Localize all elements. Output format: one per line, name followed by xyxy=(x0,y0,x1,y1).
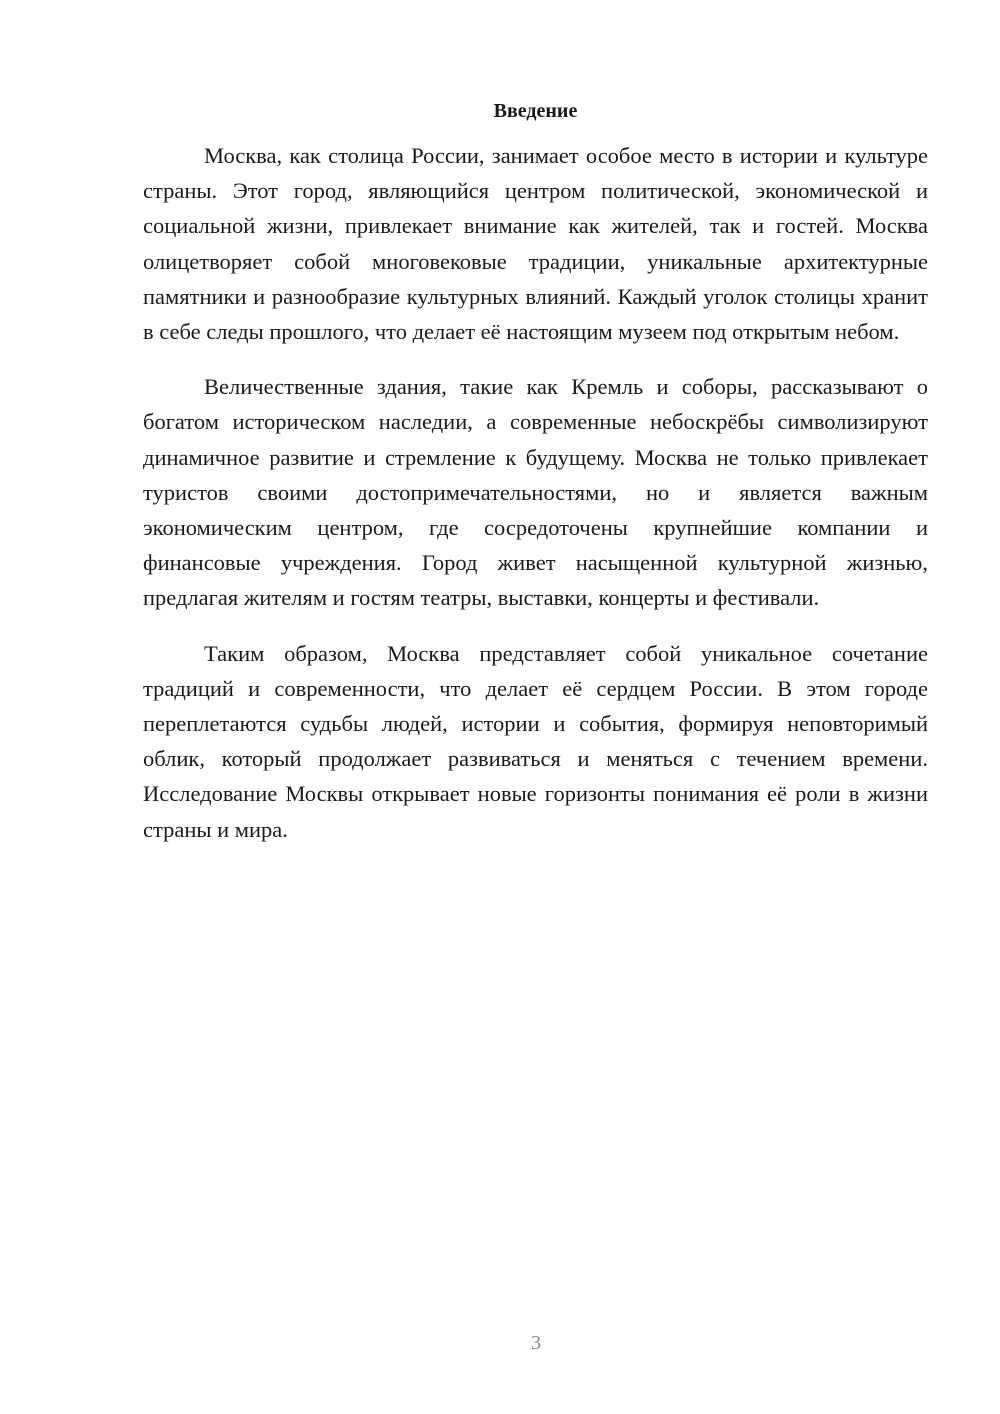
paragraph-2: Величественные здания, такие как Кремль и соборы, рассказывают о богатом историческом наследии, а современные небоскрёбы символизируют динамичное развитие и стремление к будущему. Москва не только привлекает туристов своими достопримечательностями, но и является важным экономическим центром, где сосредоточены крупнейшие компании и финансовые учреждения. Город живет насыщенной культурной жизнью, предлагая жителям и гостям театры, выставки, концерты и фестивали. xyxy=(143,374,928,611)
paragraph-1: Москва, как столица России, занимает особое место в истории и культуре страны. Этот город, являющийся центром политической, экономической и социальной жизни, привлекает внимание как жителей, так и гостей. Москва олицетворяет собой многовековые традиции, уникальные архитектурные памятники и разнообразие культурных влияний. Каждый уголок столицы хранит в себе следы прошлого, что делает её настоящим музеем под открытым небом. xyxy=(143,143,928,345)
paragraph-3: Таким образом, Москва представляет собой уникальное сочетание традиций и современности, что делает её сердцем России. В этом городе переплетаются судьбы людей, истории и события, формируя неповторимый облик, который продолжает развиваться и меняться с течением времени. Исследование Москвы открывает новые горизонты понимания её роли в жизни страны и мира. xyxy=(143,640,928,842)
section-heading: Введение xyxy=(493,100,578,122)
page-content xyxy=(143,96,928,867)
page-number: 3 xyxy=(531,1332,541,1354)
